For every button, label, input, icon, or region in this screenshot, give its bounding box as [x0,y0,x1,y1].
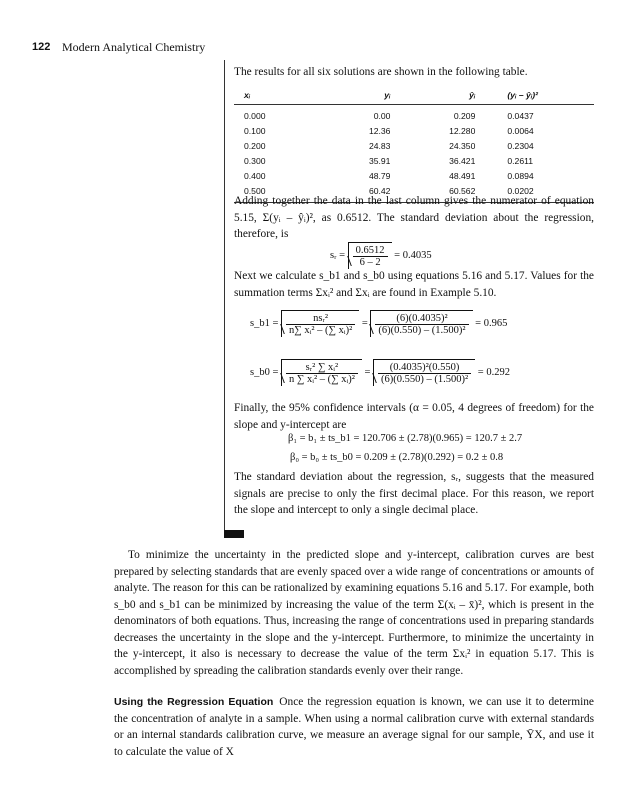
fraction [375,313,468,336]
cell: 0.2611 [507,155,534,166]
paragraph-next-calc: Next we calculate s_b1 and s_b0 using equations 5.16 and 5.17. Values for the summation terms Σxᵢ² and Σxᵢ are found in Example 5.10. [234,270,594,299]
fraction [353,245,388,268]
cell: 35.91 [368,155,391,166]
cell: 0.00 [373,110,391,121]
equation-sb0 [250,359,510,386]
cell: 0.2304 [507,140,534,151]
table-row [234,123,594,138]
paragraph-using-regression [114,694,594,760]
cell: 0.300 [244,155,266,166]
table-row [234,153,594,168]
cell: 0.209 [453,110,476,121]
cell: 0.0437 [507,110,534,121]
cell: 0.0202 [475,183,594,203]
equation-sb1-numeric-denominator: (6)(0.550) – (1.500)² [378,325,466,336]
running-title: Modern Analytical Chemistry [62,40,206,54]
col-header-xi: xᵢ [234,88,300,105]
cell: 24.350 [449,140,476,151]
equation-sr-result: = 0.4035 [394,249,432,261]
cell: 0.500 [234,183,300,203]
equation-sb1-numeric-numerator: (6)(0.4035)² [375,313,468,325]
paragraph-standard-deviation: The standard deviation about the regression, sᵣ, suggests that the measured signals are precise to only the first decimal place. For this reason, we report the slope and intercept to only a single decimal place. [234,471,594,516]
equals-sign: = [361,317,368,329]
equation-sb0-symbolic-numerator: sᵣ² ∑ xᵢ² [286,362,358,374]
equation-sb1 [250,310,507,337]
equation-sr-denominator: 6 – 2 [359,257,381,268]
col-header-residual-sq: (yᵢ – ŷᵢ)² [475,88,594,105]
cell: 0.0064 [507,125,534,136]
paragraph-confidence-intervals: Finally, the 95% confidence intervals (α = 0.05, 4 degrees of freedom) for the slope and y-intercept are [234,402,594,431]
cell: 0.200 [244,140,266,151]
page-number: 122 [32,41,51,53]
cell: 60.562 [390,183,475,203]
example-end-marker [224,530,244,538]
section-heading-regression: Using the Regression Equation [114,696,274,708]
cell: 12.280 [449,125,476,136]
cell: 0.100 [244,125,266,136]
equation-sb0-result: = 0.292 [477,366,510,378]
equation-sr-numerator: 0.6512 [353,245,388,257]
equation-sr [330,242,432,269]
example-vertical-rule [224,60,225,534]
equation-sb0-lhs: s_b0 = [250,366,279,378]
sqrt-sign [348,242,392,269]
results-table [234,88,594,203]
table-header-row [234,88,594,105]
equals-sign: = [364,366,371,378]
col-header-yhat: ŷᵢ [390,88,475,105]
paragraph-minimize-uncertainty: To minimize the uncertainty in the predicted slope and y-intercept, calibration curves are best prepared by selecting standards that are evenly spaced over a wide range of concentrations or amounts of analyte. The reason for this can be rationalized by examining equations 5.16 and 5.17. For example, both s_b0 and s_b1 can be minimized by increasing the value of the term Σ(xᵢ – x̄)², which is present in the denominators of both equations. Thus, increasing the range of concentrations used in preparing standards decreases the uncertainty in the slope and the y-intercept. Furthermore, to minimize the uncertainty in the y-intercept, it also is necessary to decrease the value of the term Σxᵢ² in equation 5.17. This is accomplished by spreading the calibration standards evenly over their range. [114,549,594,677]
equation-sb1-symbolic-numerator: nsᵣ² [286,313,355,325]
cell: 48.79 [368,170,391,181]
equation-sb1-symbolic-denominator: n∑ xᵢ² – (∑ xᵢ)² [289,325,353,336]
equation-beta1: β₁ = b₁ ± ts_b1 = 120.706 ± (2.78)(0.965) = 120.7 ± 2.7 [288,433,523,444]
cell: 24.83 [368,140,391,151]
paragraph-sum-residuals: Adding together the data in the last column gives the numerator of equation 5.15, Σ(yᵢ – ŷᵢ)², as 0.6512. The standard deviation about the regression, therefore, is [234,195,594,240]
fraction [286,362,358,385]
sqrt-sign [281,359,362,386]
table-intro: The results for all six solutions are shown in the following table. [234,66,528,78]
cell: 0.000 [244,110,266,121]
equation-beta0: β₀ = b₀ ± ts_b0 = 0.209 ± (2.78)(0.292) = 0.2 ± 0.8 [290,452,504,463]
col-header-yi: yᵢ [300,88,391,105]
table-row [234,168,594,183]
sqrt-sign [370,310,472,337]
fraction [286,313,355,336]
table-row [234,138,594,153]
regression-body: Once the regression equation is known, we can use it to determine the concentration of analyte in a sample. When using a normal calibration curve with external standards or an internal standards calibration curve, we measure an average signal for our sample, ȲX, and use it to calculate the value of X [114,696,594,758]
equation-sb0-numeric-denominator: (6)(0.550) – (1.500)² [381,374,469,385]
equation-sb1-lhs: s_b1 = [250,317,279,329]
table-row [234,105,594,124]
sqrt-sign [373,359,475,386]
cell: 0.0894 [507,170,534,181]
equation-sb0-numeric-numerator: (0.4035)²(0.550) [378,362,471,374]
equation-sb1-result: = 0.965 [475,317,508,329]
cell: 36.421 [449,155,476,166]
equation-sr-lhs: sᵣ = [330,249,346,261]
equation-sb0-symbolic-denominator: n ∑ xᵢ² – (∑ xᵢ)² [289,374,355,385]
cell: 60.42 [300,183,391,203]
cell: 12.36 [368,125,391,136]
cell: 0.400 [244,170,266,181]
cell: 48.491 [449,170,476,181]
sqrt-sign [281,310,359,337]
fraction [378,362,471,385]
